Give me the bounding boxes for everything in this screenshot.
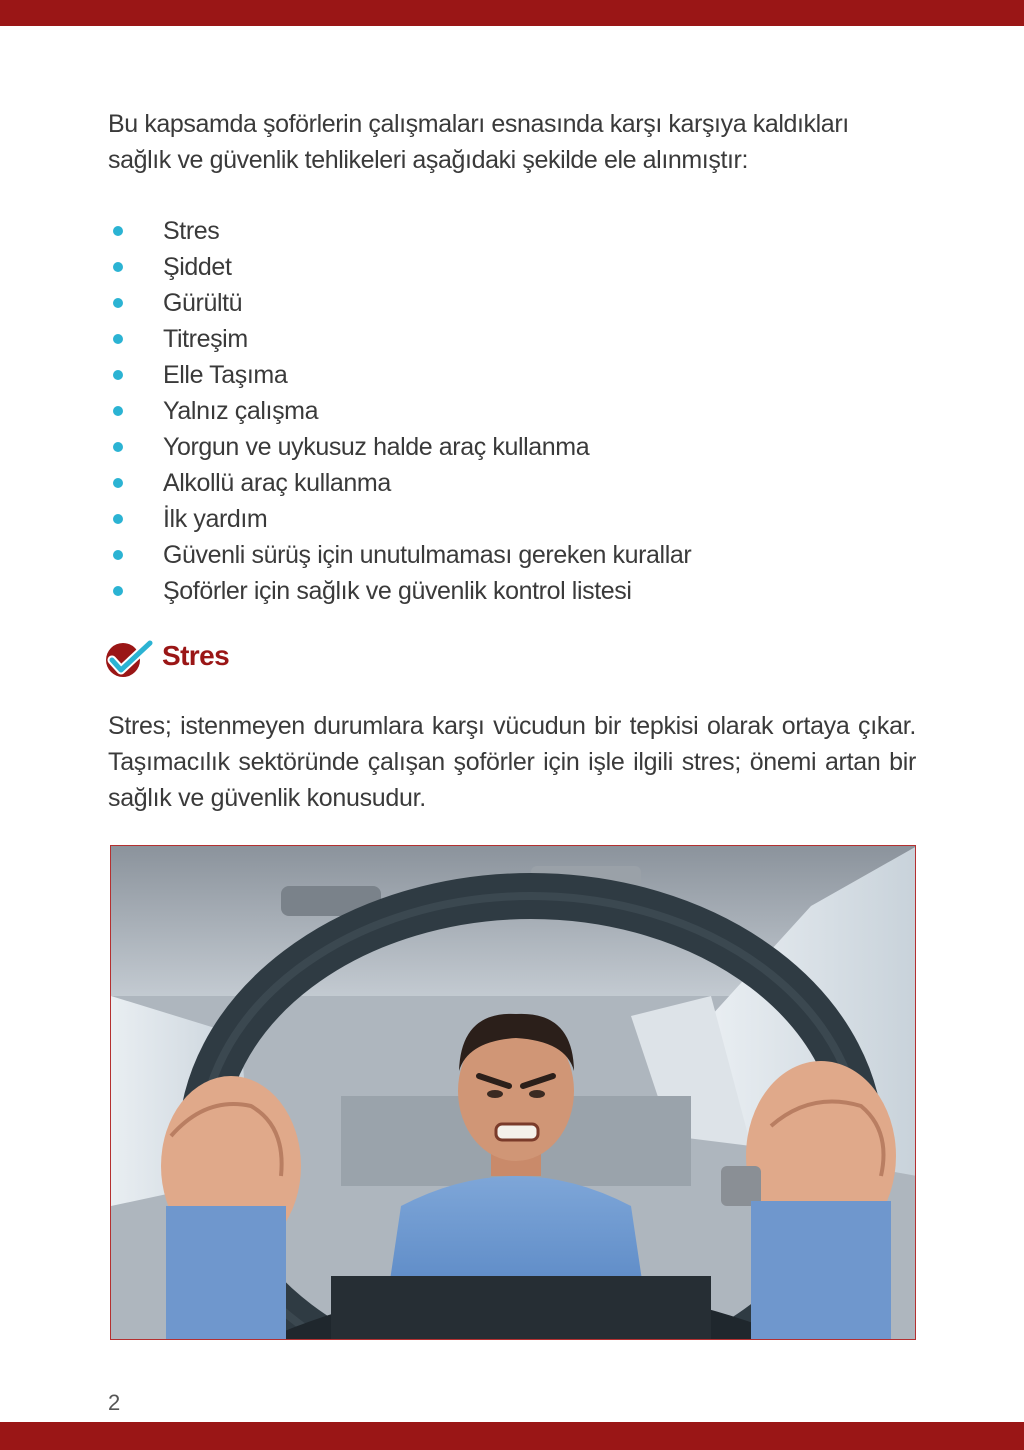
top-accent-bar [0,0,1024,26]
list-item-label: Yorgun ve uykusuz halde araç kullanma [163,433,590,461]
list-item [108,537,691,573]
hazard-list [108,213,691,609]
intro-paragraph: Bu kapsamda şoförlerin çalışmaları esnasında karşı karşıya kaldıkları sağlık ve güvenlik tehlikeleri aşağıdaki şekilde ele alınmıştır: [108,110,849,174]
list-item-label: Titreşim [163,325,248,353]
bullet-icon [113,334,123,344]
angry-driver-illustration [111,846,916,1340]
bullet-icon [113,514,123,524]
checkmark-badge-icon [104,639,156,679]
list-item-label: Güvenli sürüş için unutulmaması gereken kurallar [163,541,692,569]
list-item-label: Şiddet [163,253,232,281]
list-item [108,249,691,285]
list-item [108,285,691,321]
page-number: 2 [108,1390,121,1415]
list-item-label: Alkollü araç kullanma [163,469,391,497]
list-item [108,573,691,609]
bullet-icon [113,550,123,560]
bottom-accent-bar [0,1422,1024,1450]
list-item-label: Yalnız çalışma [163,397,319,425]
list-item [108,501,691,537]
section-body: Stres; istenmeyen durumlara karşı vücudun bir tepkisi olarak ortaya çıkar. Taşımacılık sektöründe çalışan şoförler için işle ilgili stres; önemi artan bir sağlık ve güvenlik konusudur. [108,712,916,812]
bullet-icon [113,262,123,272]
list-item [108,213,691,249]
bullet-icon [113,586,123,596]
list-item [108,357,691,393]
bullet-icon [113,478,123,488]
bullet-icon [113,406,123,416]
driver-photo [110,845,916,1340]
bullet-icon [113,298,123,308]
list-item-label: Gürültü [163,289,243,317]
list-item [108,393,691,429]
bullet-icon [113,226,123,236]
list-item-label: Elle Taşıma [163,361,288,389]
list-item [108,465,691,501]
bullet-icon [113,370,123,380]
section-title: Stres [162,640,230,671]
list-item-label: Şoförler için sağlık ve güvenlik kontrol listesi [163,577,632,605]
list-item-label: Stres [163,217,220,245]
list-item-label: İlk yardım [163,505,268,533]
list-item [108,321,691,357]
bullet-icon [113,442,123,452]
list-item [108,429,691,465]
